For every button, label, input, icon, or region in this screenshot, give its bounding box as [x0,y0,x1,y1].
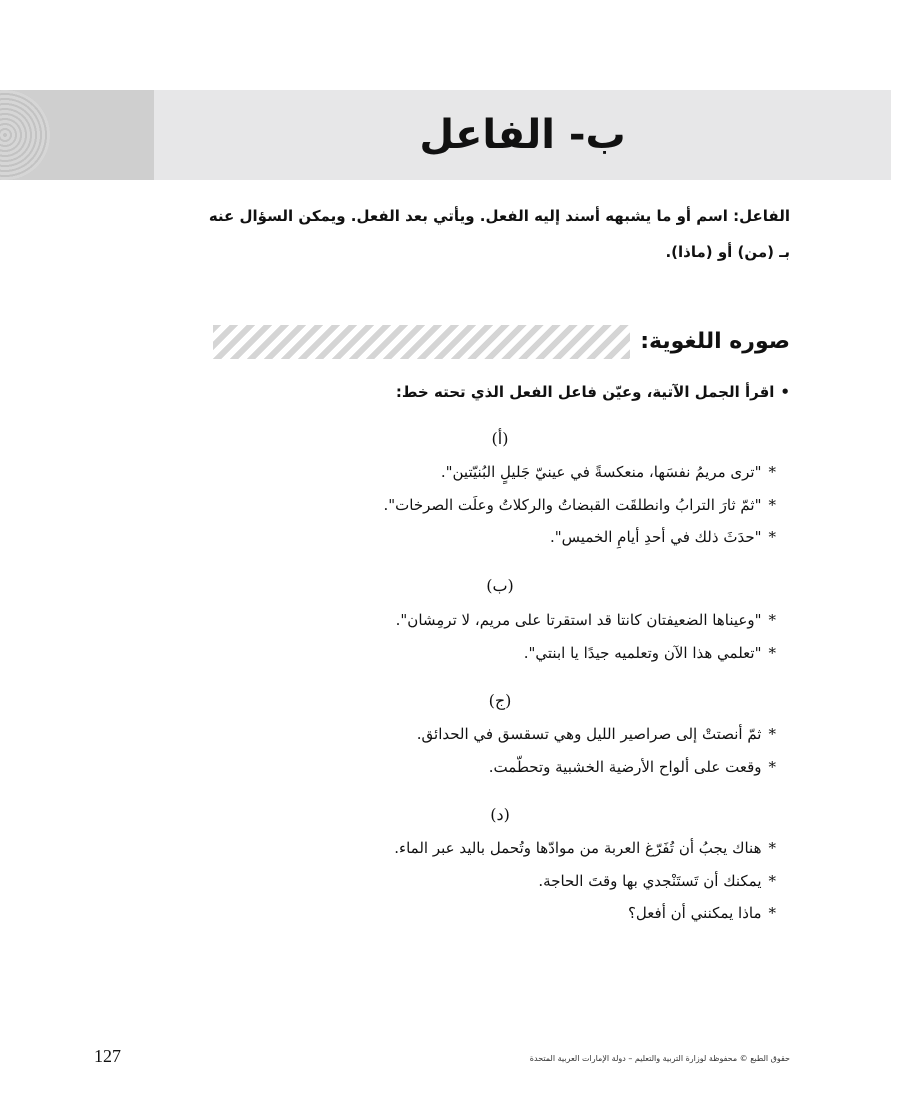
asterisk-icon: * [768,495,776,514]
sentence-text: يمكنك أن تَستَنْجدي بها وقتَ الحاجة. [538,871,762,890]
asterisk-icon: * [768,904,776,922]
sentence-text: "تعلمي هذا الآن وتعلميه جيدًا يا ابنتي". [523,643,762,662]
list-item [216,865,776,898]
heading-stripes-decoration [213,325,663,359]
page-number: 127 [94,1046,121,1066]
list-item [216,637,776,670]
sentence-text: هناك يجبُ أن تُفَرّغ العربة من موادّها وتُحمل باليد عبر الماء. [394,839,762,857]
asterisk-icon: * [768,643,776,662]
list-item [216,489,776,522]
sentence-text: "ترى مريمُ نفسَها، منعكسةً في عينيّ جَليلٍ البُنيّتين". [440,463,762,481]
asterisk-icon: * [768,725,776,743]
asterisk-icon: * [768,839,776,857]
bullet-icon: • [780,383,790,401]
asterisk-icon: * [768,611,776,629]
instruction [190,378,790,406]
sentence-text: ماذا يمكنني أن أفعل؟ [627,904,762,922]
sentence-list-a [216,456,776,554]
asterisk-icon: * [768,528,776,546]
list-item [216,604,776,637]
group-label-b: (ب) [486,576,514,595]
list-item [216,832,776,865]
banner-ornament-panel [0,90,154,180]
group-label-d: (د) [490,805,510,824]
asterisk-icon: * [768,757,776,776]
asterisk-icon: * [768,463,776,481]
asterisk-icon: * [768,871,776,890]
list-item [216,521,776,554]
sentence-text: "ثمّ ثارَ الترابُ وانطلقَت القبضاتُ والركلاتُ وعلَت الصرخات". [383,495,762,514]
sentence-text: وقعت على ألواح الأرضية الخشبية وتحطّمت. [488,757,762,776]
list-item [216,718,776,751]
sentence-text: "حدَثَ ذلك في أحدِ أيامِ الخميس". [550,528,762,546]
sentence-text: "وعيناها الضعيفتان كانتا قد استقرتا على مريم، لا ترمِشان". [395,611,762,629]
sentence-text: ثمّ أنصتتْ إلى صراصير الليل وهي تسقسق في الحدائق. [416,725,762,743]
group-label-c: (ج) [488,691,512,710]
sentence-list-c [216,718,776,783]
section-heading: صوره اللغوية: [630,324,790,360]
sentence-list-d [216,832,776,930]
list-item [216,897,776,930]
chapter-title: ب- الفاعل [419,112,626,158]
instruction-text: اقرأ الجمل الآتية، وعيّن فاعل الفعل الذي تحته خط: [395,383,775,401]
list-item [216,456,776,489]
ornament-icon [0,90,50,180]
sentence-list-b [216,604,776,669]
group-label-a: (أ) [491,429,509,448]
list-item [216,751,776,784]
copyright-notice: حقوق الطبع © محفوظة لوزارة التربية والتعليم – دولة الإمارات العربية المتحدة [529,1054,790,1063]
definition-paragraph: الفاعل: اسم أو ما يشبهه أسند إليه الفعل. ويأتي بعد الفعل. ويمكن السؤال عنه بـ (من) أو (ماذا). [208,207,790,261]
